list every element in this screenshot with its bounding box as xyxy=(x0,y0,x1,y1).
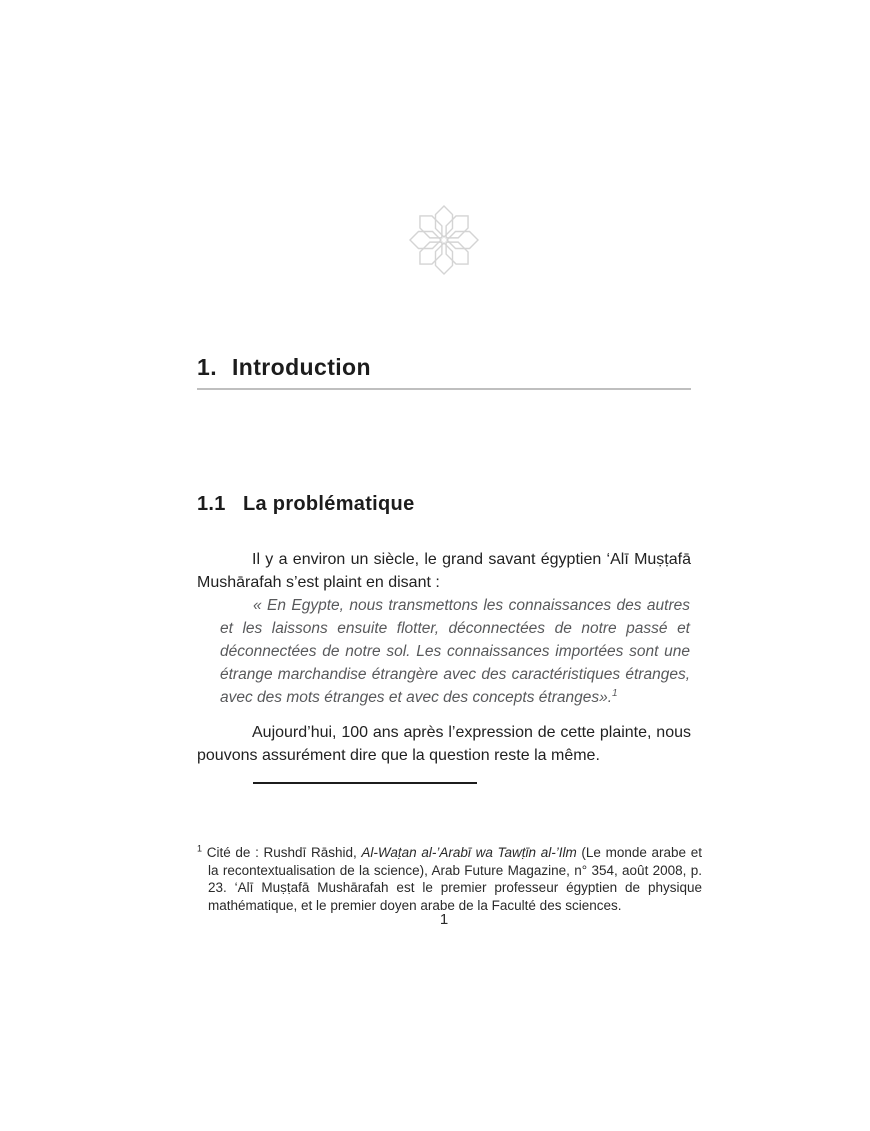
footnote-text-before-title: Cité de : Rushdī Rāshid, xyxy=(202,845,362,860)
paragraph-intro: Il y a environ un siècle, le grand savant égyptien ‘Alī Muṣṭafā Mushārafah s’est plaint en disant : xyxy=(197,551,691,591)
section-title: La problématique xyxy=(243,493,415,515)
footnote-book-title: Al-Waṭan al-’Arabī wa Tawṭīn al-’Ilm xyxy=(361,845,577,860)
chapter-title: Introduction xyxy=(232,354,371,380)
eight-petal-rosette-icon xyxy=(408,202,480,278)
quote-text: « En Egypte, nous transmettons les connaissances des autres et les laissons ensuite flotter, déconnectées de notre passé et déconnectées de notre sol. Les connaissances importées sont une étrange marchandise étrangère avec des caractéristiques étranges, avec des mots étranges et avec des concepts étranges». xyxy=(220,597,690,706)
paragraph-conclusion: Aujourd’hui, 100 ans après l’expression de cette plainte, nous pouvons assurément dire que la question reste la même. xyxy=(197,724,691,764)
footnote-marker: 1 xyxy=(197,843,203,854)
chapter-number: 1. xyxy=(197,354,217,380)
footnote xyxy=(197,844,702,914)
page-number: 1 xyxy=(439,911,449,928)
footnote-separator-rule xyxy=(253,782,477,784)
chapter-heading-rule xyxy=(197,388,691,390)
section-number: 1.1 xyxy=(197,493,226,515)
chapter-heading xyxy=(197,354,691,381)
footnote-ref: 1 xyxy=(612,687,618,699)
quote-block xyxy=(220,594,690,709)
section-heading xyxy=(197,493,691,516)
footnote-text-after-title: (Le monde arabe et la recontextualisation de la science), Arab Future Magazine, n° 354, août 2008, p. 23. ‘Alī Muṣṭafā Mushārafah est le premier professeur égyptien de physique mathématique, et le premier doyen arabe de la Faculté des sciences. xyxy=(208,845,702,913)
